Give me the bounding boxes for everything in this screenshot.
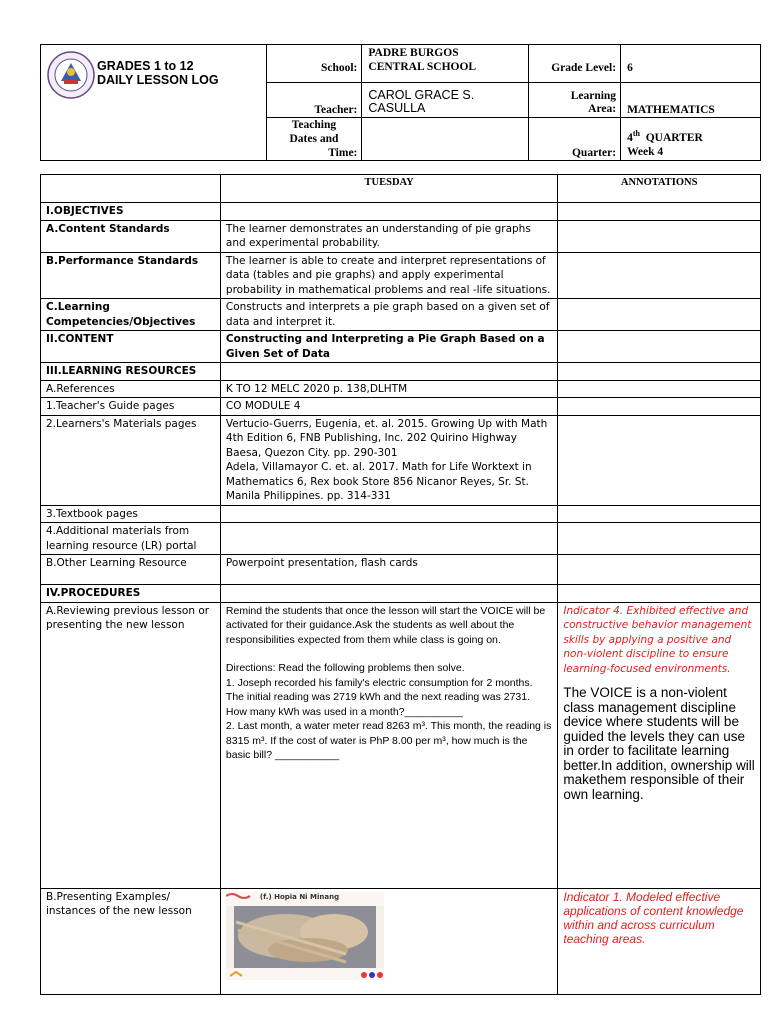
quarter-sup: th bbox=[632, 129, 640, 139]
title-line-2: DAILY LESSON LOG bbox=[97, 73, 219, 87]
resources-heading: III.LEARNING RESOURCES bbox=[41, 363, 221, 381]
dates-label-3: Time: bbox=[328, 147, 358, 159]
competencies-text: Constructs and interprets a pie graph based on a given set of data and interpret it. bbox=[220, 299, 557, 331]
empty-cell bbox=[558, 398, 761, 416]
title-line-1: GRADES 1 to 12 bbox=[97, 59, 194, 73]
lesson-table bbox=[40, 174, 761, 995]
teachers-guide-text: CO MODULE 4 bbox=[220, 398, 557, 416]
school-value bbox=[362, 45, 529, 83]
day-header: TUESDAY bbox=[220, 175, 557, 203]
corner-cell bbox=[41, 175, 221, 203]
empty-cell bbox=[220, 523, 557, 555]
review-indicator: Indicator 4. Exhibited effective and constructive behavior management skills by applying a positive and non-violent discipline to ensure learning-focused environments. bbox=[563, 604, 752, 675]
review-label: A.Reviewing previous lesson or presenting the new lesson bbox=[41, 602, 221, 888]
empty-cell bbox=[558, 331, 761, 363]
review-directions: Directions: Read the following problems then solve. bbox=[225, 662, 465, 674]
presenting-label: B.Presenting Examples/ instances of the new lesson bbox=[41, 888, 221, 994]
teacher-value-line-2: CASULLA bbox=[368, 101, 426, 115]
content-label: II.CONTENT bbox=[41, 331, 221, 363]
content-standards-text: The learner demonstrates an understanding of pie graphs and experimental probability. bbox=[220, 220, 557, 252]
quarter-value bbox=[621, 118, 761, 161]
performance-standards-label: B.Performance Standards bbox=[41, 252, 221, 299]
teachers-guide-label: 1.Teacher's Guide pages bbox=[41, 398, 221, 416]
learners-materials-ref-1: Vertucio-Guerrs, Eugenia, et. al. 2015. Growing Up with Math 4th Edition 6, FNB Publishing, Inc. 202 Quirino Highway Baesa, Quezon City. pp. 290-301 bbox=[225, 417, 548, 459]
review-problem-2: 2. Last month, a water meter read 8263 m³. This month, the reading is 8315 m³. If the cost of water is PhP 8.00 per m³, how much is the basic bill? ___________ bbox=[225, 720, 552, 761]
photo-caption: (f.) Hopia Ni Minang bbox=[259, 892, 340, 901]
dates-label bbox=[266, 118, 362, 161]
empty-cell bbox=[558, 299, 761, 331]
learners-materials-text bbox=[220, 415, 557, 505]
teacher-label: Teacher: bbox=[266, 83, 362, 118]
teacher-value-line-1: CAROL GRACE S. bbox=[368, 88, 475, 102]
quarter-week: Week 4 bbox=[627, 146, 664, 158]
competencies-label: C.Learning Competencies/Objectives bbox=[41, 299, 221, 331]
lr-portal-label: 4.Additional materials from learning resource (LR) portal bbox=[41, 523, 221, 555]
learning-area-label-2: Area: bbox=[588, 103, 617, 115]
empty-cell bbox=[558, 203, 761, 221]
presenting-cell bbox=[220, 888, 557, 994]
empty-cell bbox=[220, 585, 557, 603]
other-resource-text: Powerpoint presentation, flash cards bbox=[220, 555, 557, 585]
empty-cell bbox=[558, 523, 761, 555]
empty-cell bbox=[558, 415, 761, 505]
quarter-label: Quarter: bbox=[529, 118, 621, 161]
content-text: Constructing and Interpreting a Pie Graph Based on a Given Set of Data bbox=[220, 331, 557, 363]
empty-cell bbox=[558, 363, 761, 381]
dates-value bbox=[362, 118, 529, 161]
learning-area-value: MATHEMATICS bbox=[621, 83, 761, 118]
empty-cell bbox=[220, 505, 557, 523]
school-label: School: bbox=[266, 45, 362, 83]
review-paragraph-1: Remind the students that once the lesson will start the VOICE will be activated for their guidance.Ask the students as well about the responsibilities expected from them while class is going on. bbox=[225, 604, 546, 646]
presenting-annotation bbox=[558, 888, 761, 994]
review-problem-1: 1. Joseph recorded his family's electric consumption for 2 months. The initial reading was 2719 kWh and the next reading was 2731. How many kWh was used in a month?__________ bbox=[225, 676, 533, 718]
empty-cell bbox=[558, 555, 761, 585]
dates-label-2: Dates and bbox=[289, 133, 339, 145]
review-annotation bbox=[558, 602, 761, 888]
quarter-number: 4 bbox=[627, 132, 633, 144]
references-label: A.References bbox=[41, 380, 221, 398]
presenting-indicator: Indicator 1. Modeled effective applications of content knowledge within and across curriculum teaching areas. bbox=[563, 889, 744, 946]
school-value-line-2: CENTRAL SCHOOL bbox=[368, 61, 477, 73]
annotations-header: ANNOTATIONS bbox=[558, 175, 761, 203]
quarter-word: QUARTER bbox=[645, 132, 703, 144]
empty-cell bbox=[558, 380, 761, 398]
content-standards-label: A.Content Standards bbox=[41, 220, 221, 252]
performance-standards-text: The learner is able to create and interpret representations of data (tables and pie graphs) and apply experimental probability in mathematical problems and real -life situations. bbox=[220, 252, 557, 299]
header-logo-cell bbox=[41, 45, 267, 161]
review-voice-note: The VOICE is a non-violent class management discipline device where students will be guided the levels they can use in order to facilitate learning better.In addition, ownership will makethem responsible of their own learning. bbox=[563, 685, 755, 802]
log-title bbox=[97, 59, 219, 87]
grade-level-label: Grade Level: bbox=[529, 45, 621, 83]
textbook-label: 3.Textbook pages bbox=[41, 505, 221, 523]
empty-cell bbox=[558, 252, 761, 299]
hopia-photo bbox=[226, 892, 384, 980]
empty-cell bbox=[558, 585, 761, 603]
deped-seal-icon bbox=[47, 51, 95, 99]
school-value-line-1: PADRE BURGOS bbox=[368, 47, 459, 59]
grade-level-value: 6 bbox=[621, 45, 761, 83]
hopia-image-icon bbox=[226, 892, 384, 980]
empty-cell bbox=[558, 220, 761, 252]
quarter-line bbox=[627, 127, 760, 145]
teacher-value bbox=[362, 83, 529, 118]
header-table bbox=[40, 44, 761, 161]
learners-materials-ref-2: Adela, Villamayor C. et. al. 2017. Math for Life Worktext in Mathematics 6, Rex book Store 856 Nicanor Reyes, Sr. St. Manila Philippines. pp. 314-331 bbox=[225, 461, 532, 502]
dates-label-1: Teaching bbox=[291, 119, 337, 131]
empty-cell bbox=[220, 203, 557, 221]
references-text: K TO 12 MELC 2020 p. 138,DLHTM bbox=[220, 380, 557, 398]
objectives-heading: I.OBJECTIVES bbox=[41, 203, 221, 221]
review-text bbox=[220, 602, 557, 888]
empty-cell bbox=[558, 505, 761, 523]
learning-area-label-1: Learning bbox=[570, 90, 617, 102]
learners-materials-label: 2.Learners's Materials pages bbox=[41, 415, 221, 505]
learning-area-label bbox=[529, 83, 621, 118]
procedures-heading: IV.PROCEDURES bbox=[41, 585, 221, 603]
empty-cell bbox=[220, 363, 557, 381]
other-resource-label: B.Other Learning Resource bbox=[41, 555, 221, 585]
